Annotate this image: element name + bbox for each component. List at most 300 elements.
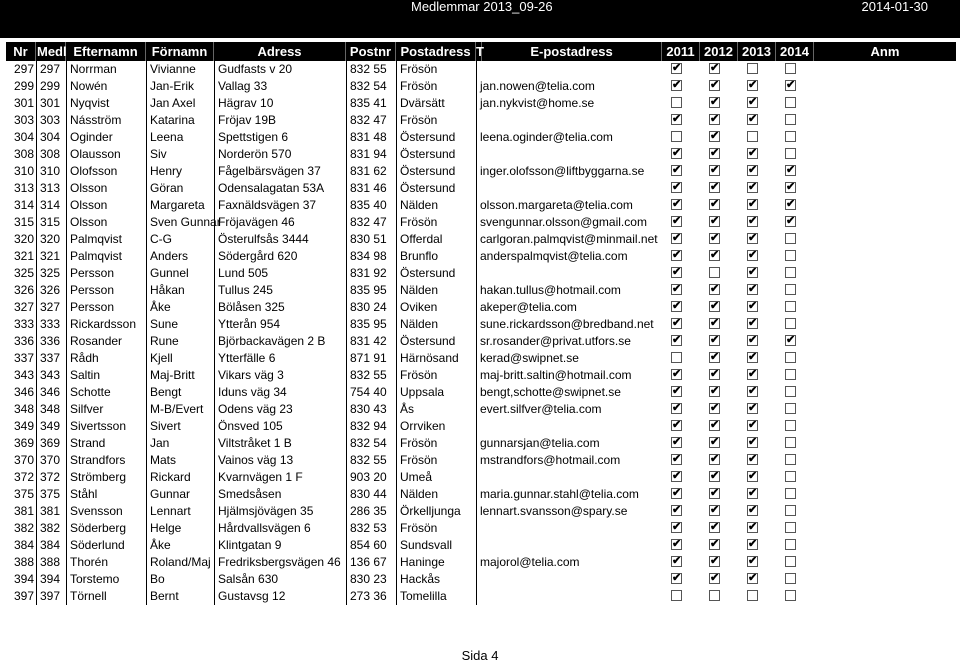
cell-firstname: Göran [146,180,214,197]
checkbox-checked-icon[interactable]: ✔ [672,147,682,159]
cell-medl: 336 [36,333,66,350]
cell-nr: 313 [13,181,34,195]
cell-firstname: Bengt [146,384,214,401]
cell-address: Fredriksbergsvägen 46 [214,554,346,571]
checkbox-checked-icon[interactable]: ✔ [672,283,682,295]
checkbox-empty-icon[interactable] [709,267,720,278]
cell-medl: 343 [36,367,66,384]
checkbox-checked-icon[interactable]: ✔ [748,300,758,312]
checkbox-checked-icon[interactable]: ✔ [748,283,758,295]
cell-postnr: 831 46 [346,180,396,197]
cell-postnr: 834 98 [346,248,396,265]
cell-address: Faxnäldsvägen 37 [214,197,346,214]
cell-nr: 388 [13,555,34,569]
checkbox-checked-icon[interactable]: ✔ [748,249,758,261]
cell-address: Fågelbärsvägen 37 [214,163,346,180]
checkbox-empty-icon[interactable] [785,250,796,261]
checkbox-checked-icon[interactable]: ✔ [710,215,720,227]
cell-postnr: 830 23 [346,571,396,588]
cell-firstname: Katarina [146,112,214,129]
cell-address: Norderön 570 [214,146,346,163]
checkbox-checked-icon[interactable]: ✔ [710,62,720,74]
checkbox-checked-icon[interactable]: ✔ [748,147,758,159]
checkbox-checked-icon[interactable]: ✔ [710,487,720,499]
checkbox-checked-icon[interactable]: ✔ [672,164,682,176]
checkbox-checked-icon[interactable]: ✔ [672,232,682,244]
cell-city: Frösön [396,435,476,452]
cell-address: Gustavsg 12 [214,588,346,605]
cell-medl: 394 [36,571,66,588]
cell-city: Sundsvall [396,537,476,554]
table-row [6,197,956,214]
checkbox-empty-icon[interactable] [671,131,682,142]
checkbox-checked-icon[interactable]: ✔ [748,538,758,550]
checkbox-checked-icon[interactable]: ✔ [672,198,682,210]
checkbox-checked-icon[interactable]: ✔ [710,283,720,295]
cell-nr: 333 [13,317,34,331]
checkbox-checked-icon[interactable]: ✔ [748,504,758,516]
cell-city: Nälden [396,316,476,333]
table-row [6,129,956,146]
cell-medl: 301 [36,95,66,112]
checkbox-checked-icon[interactable]: ✔ [748,181,758,193]
cell-city: Örkelljunga [396,503,476,520]
table-row [6,384,956,401]
table-row [6,418,956,435]
checkbox-checked-icon[interactable]: ✔ [710,79,720,91]
table-row [6,146,956,163]
checkbox-checked-icon[interactable]: ✔ [748,79,758,91]
cell-nr: 303 [13,113,34,127]
checkbox-checked-icon[interactable]: ✔ [672,521,682,533]
cell-nr: 301 [13,96,34,110]
checkbox-checked-icon[interactable]: ✔ [786,215,796,227]
cell-email [476,571,662,588]
table-row [6,401,956,418]
cell-city: Frösön [396,214,476,231]
cell-lastname: Olsson [66,214,146,231]
cell-firstname: Jan [146,435,214,452]
checkbox-checked-icon[interactable]: ✔ [672,368,682,380]
checkbox-checked-icon[interactable]: ✔ [710,419,720,431]
checkbox-checked-icon[interactable]: ✔ [748,113,758,125]
cell-firstname: Åke [146,537,214,554]
checkbox-checked-icon[interactable]: ✔ [748,351,758,363]
checkbox-empty-icon[interactable] [785,573,796,584]
cell-firstname: Rune [146,333,214,350]
checkbox-checked-icon[interactable]: ✔ [672,181,682,193]
checkbox-checked-icon[interactable]: ✔ [710,572,720,584]
cell-postnr: 273 36 [346,588,396,605]
checkbox-checked-icon[interactable]: ✔ [672,113,682,125]
cell-lastname: Svensson [66,503,146,520]
checkbox-checked-icon[interactable]: ✔ [748,164,758,176]
cell-address: Hjälmsjövägen 35 [214,503,346,520]
cell-lastname: Törnell [66,588,146,605]
checkbox-checked-icon[interactable]: ✔ [672,572,682,584]
cell-email [476,61,662,78]
cell-city: Hackås [396,571,476,588]
checkbox-checked-icon[interactable]: ✔ [748,317,758,329]
cell-address: Fröjavägen 46 [214,214,346,231]
col-header-postnr: Postnr [346,42,396,61]
checkbox-checked-icon[interactable]: ✔ [710,368,720,380]
col-header-2011: 2011 [662,42,700,61]
cell-city: Härnösand [396,350,476,367]
cell-nr: 381 [13,504,34,518]
checkbox-checked-icon[interactable]: ✔ [672,300,682,312]
checkbox-empty-icon[interactable] [747,590,758,601]
checkbox-checked-icon[interactable]: ✔ [748,572,758,584]
checkbox-checked-icon[interactable]: ✔ [710,147,720,159]
cell-city: Oviken [396,299,476,316]
cell-city: Östersund [396,146,476,163]
checkbox-checked-icon[interactable]: ✔ [748,198,758,210]
cell-firstname: Maj-Britt [146,367,214,384]
table-row [6,112,956,129]
cell-firstname: Sven Gunnar [146,214,214,231]
checkbox-checked-icon[interactable]: ✔ [748,487,758,499]
checkbox-checked-icon[interactable]: ✔ [672,79,682,91]
table-row [6,537,956,554]
cell-nr: 369 [13,436,34,450]
cell-lastname: Palmqvist [66,231,146,248]
checkbox-checked-icon[interactable]: ✔ [672,402,682,414]
cell-firstname: Anders [146,248,214,265]
checkbox-empty-icon[interactable] [785,386,796,397]
checkbox-checked-icon[interactable]: ✔ [710,453,720,465]
checkbox-checked-icon[interactable]: ✔ [748,470,758,482]
cell-postnr: 754 40 [346,384,396,401]
cell-postnr: 286 35 [346,503,396,520]
cell-postnr: 832 54 [346,78,396,95]
checkbox-empty-icon[interactable] [785,522,796,533]
cell-postnr: 832 55 [346,452,396,469]
cell-city: Dvärsätt [396,95,476,112]
table-row [6,367,956,384]
checkbox-checked-icon[interactable]: ✔ [672,334,682,346]
checkbox-empty-icon[interactable] [785,539,796,550]
table-row [6,333,956,350]
cell-lastname: Olofsson [66,163,146,180]
cell-postnr: 830 24 [346,299,396,316]
checkbox-empty-icon[interactable] [785,301,796,312]
cell-lastname: Olsson [66,180,146,197]
checkbox-checked-icon[interactable]: ✔ [748,215,758,227]
checkbox-empty-icon[interactable] [785,556,796,567]
cell-medl: 321 [36,248,66,265]
cell-email [476,469,662,486]
cell-medl: 372 [36,469,66,486]
checkbox-empty-icon[interactable] [785,63,796,74]
cell-nr: 394 [13,572,34,586]
checkbox-checked-icon[interactable]: ✔ [710,385,720,397]
cell-firstname: Leena [146,129,214,146]
cell-address: Fröjav 19B [214,112,346,129]
checkbox-checked-icon[interactable]: ✔ [672,266,682,278]
checkbox-checked-icon[interactable]: ✔ [710,317,720,329]
col-header-postadress: Postadress [396,42,476,61]
cell-nr: 310 [13,164,34,178]
cell-nr: 315 [13,215,34,229]
cell-nr: 375 [13,487,34,501]
table-row [6,350,956,367]
col-header-t: T [476,44,484,59]
checkbox-checked-icon[interactable]: ✔ [672,487,682,499]
cell-firstname: Henry [146,163,214,180]
checkbox-empty-icon[interactable] [785,318,796,329]
cell-lastname: Söderlund [66,537,146,554]
checkbox-checked-icon[interactable]: ✔ [672,538,682,550]
checkbox-checked-icon[interactable]: ✔ [748,232,758,244]
cell-lastname: Oginder [66,129,146,146]
cell-medl: 346 [36,384,66,401]
checkbox-checked-icon[interactable]: ✔ [748,453,758,465]
cell-address: Odensalagatan 53A [214,180,346,197]
checkbox-checked-icon[interactable]: ✔ [672,419,682,431]
checkbox-checked-icon[interactable]: ✔ [710,334,720,346]
cell-medl: 314 [36,197,66,214]
col-header-2013: 2013 [738,42,776,61]
checkbox-empty-icon[interactable] [785,97,796,108]
checkbox-checked-icon[interactable]: ✔ [672,504,682,516]
table-row [6,299,956,316]
checkbox-checked-icon[interactable]: ✔ [786,181,796,193]
checkbox-empty-icon[interactable] [785,420,796,431]
checkbox-checked-icon[interactable]: ✔ [786,198,796,210]
cell-postnr: 835 41 [346,95,396,112]
checkbox-empty-icon[interactable] [785,114,796,125]
checkbox-checked-icon[interactable]: ✔ [710,300,720,312]
cell-nr: 327 [13,300,34,314]
cell-email [476,520,662,537]
checkbox-empty-icon[interactable] [785,471,796,482]
cell-lastname: Persson [66,282,146,299]
checkbox-checked-icon[interactable]: ✔ [748,368,758,380]
checkbox-checked-icon[interactable]: ✔ [672,317,682,329]
checkbox-checked-icon[interactable]: ✔ [672,62,682,74]
checkbox-checked-icon[interactable]: ✔ [710,538,720,550]
checkbox-checked-icon[interactable]: ✔ [672,555,682,567]
checkbox-checked-icon[interactable]: ✔ [672,436,682,448]
cell-nr: 343 [13,368,34,382]
cell-city: Frösön [396,61,476,78]
checkbox-checked-icon[interactable]: ✔ [672,385,682,397]
checkbox-empty-icon[interactable] [785,352,796,363]
cell-lastname: Persson [66,265,146,282]
cell-address: Bölåsen 325 [214,299,346,316]
checkbox-checked-icon[interactable]: ✔ [672,453,682,465]
cell-city: Haninge [396,554,476,571]
print-date: 2014-01-30 [861,0,928,14]
cell-city: Uppsala [396,384,476,401]
checkbox-empty-icon[interactable] [785,131,796,142]
cell-lastname: Rosander [66,333,146,350]
checkbox-checked-icon[interactable]: ✔ [710,470,720,482]
checkbox-empty-icon[interactable] [785,403,796,414]
cell-address: Salsån 630 [214,571,346,588]
cell-city: Umeå [396,469,476,486]
checkbox-checked-icon[interactable]: ✔ [748,266,758,278]
checkbox-checked-icon[interactable]: ✔ [786,79,796,91]
checkbox-checked-icon[interactable]: ✔ [710,181,720,193]
checkbox-checked-icon[interactable]: ✔ [710,249,720,261]
checkbox-checked-icon[interactable]: ✔ [786,164,796,176]
table-row [6,554,956,571]
cell-firstname: Vivianne [146,61,214,78]
cell-medl: 313 [36,180,66,197]
cell-medl: 303 [36,112,66,129]
checkbox-checked-icon[interactable]: ✔ [748,521,758,533]
cell-city: Östersund [396,163,476,180]
cell-nr: 370 [13,453,34,467]
table-row [6,571,956,588]
checkbox-empty-icon[interactable] [785,488,796,499]
checkbox-checked-icon[interactable]: ✔ [672,249,682,261]
checkbox-empty-icon[interactable] [785,505,796,516]
cell-medl: 304 [36,129,66,146]
cell-address: Österulfsås 3444 [214,231,346,248]
cell-email: akeper@telia.com [476,299,662,316]
cell-email: maj-britt.saltin@hotmail.com [476,367,662,384]
cell-firstname: Lennart [146,503,214,520]
checkbox-checked-icon[interactable]: ✔ [710,130,720,142]
checkbox-checked-icon[interactable]: ✔ [748,334,758,346]
cell-lastname: Persson [66,299,146,316]
cell-nr: 348 [13,402,34,416]
cell-city: Frösön [396,78,476,95]
checkbox-empty-icon[interactable] [785,369,796,380]
cell-city: Nälden [396,282,476,299]
cell-medl: 308 [36,146,66,163]
checkbox-empty-icon[interactable] [785,590,796,601]
cell-email [476,146,662,163]
checkbox-checked-icon[interactable]: ✔ [710,521,720,533]
cell-email: gunnarsjan@telia.com [476,435,662,452]
cell-postnr: 830 44 [346,486,396,503]
checkbox-checked-icon[interactable]: ✔ [672,470,682,482]
cell-address: Kvarnvägen 1 F [214,469,346,486]
checkbox-empty-icon[interactable] [671,97,682,108]
checkbox-checked-icon[interactable]: ✔ [710,113,720,125]
table-row [6,214,956,231]
cell-postnr: 835 95 [346,316,396,333]
cell-nr: 382 [13,521,34,535]
cell-nr: 314 [13,198,34,212]
table-row [6,163,956,180]
checkbox-empty-icon[interactable] [785,454,796,465]
col-header-epostadress: E-postadress [482,42,662,61]
cell-address: Ytterån 954 [214,316,346,333]
cell-address: Lund 505 [214,265,346,282]
cell-lastname: Sivertsson [66,418,146,435]
checkbox-checked-icon[interactable]: ✔ [710,351,720,363]
table-row [6,435,956,452]
cell-postnr: 832 55 [346,367,396,384]
checkbox-checked-icon[interactable]: ✔ [710,436,720,448]
checkbox-empty-icon[interactable] [747,131,758,142]
cell-city: Nälden [396,486,476,503]
cell-lastname: Silfver [66,401,146,418]
checkbox-checked-icon[interactable]: ✔ [748,402,758,414]
table-row [6,231,956,248]
cell-address: Spettstigen 6 [214,129,346,146]
checkbox-empty-icon[interactable] [785,284,796,295]
cell-nr: 308 [13,147,34,161]
checkbox-checked-icon[interactable]: ✔ [710,232,720,244]
checkbox-empty-icon[interactable] [785,267,796,278]
cell-city: Östersund [396,265,476,282]
checkbox-checked-icon[interactable]: ✔ [786,334,796,346]
checkbox-checked-icon[interactable]: ✔ [748,555,758,567]
cell-city: Östersund [396,180,476,197]
cell-firstname: Sune [146,316,214,333]
cell-postnr: 830 43 [346,401,396,418]
checkbox-checked-icon[interactable]: ✔ [748,96,758,108]
page-title: Medlemmar 2013_09-26 [411,0,553,14]
cell-medl: 375 [36,486,66,503]
checkbox-empty-icon[interactable] [671,352,682,363]
checkbox-empty-icon[interactable] [747,63,758,74]
cell-postnr: 831 62 [346,163,396,180]
checkbox-checked-icon[interactable]: ✔ [710,555,720,567]
cell-firstname: Bernt [146,588,214,605]
checkbox-empty-icon[interactable] [785,437,796,448]
table-row [6,520,956,537]
cell-lastname: Torstemo [66,571,146,588]
checkbox-checked-icon[interactable]: ✔ [710,164,720,176]
cell-city: Frösön [396,452,476,469]
column-header-row [6,42,956,61]
col-header-medl: Medl [37,44,67,59]
table-row [6,78,956,95]
checkbox-checked-icon[interactable]: ✔ [748,436,758,448]
cell-firstname: M-B/Evert [146,401,214,418]
cell-postnr: 831 48 [346,129,396,146]
checkbox-empty-icon[interactable] [785,233,796,244]
table-row [6,316,956,333]
checkbox-checked-icon[interactable]: ✔ [672,215,682,227]
cell-email [476,588,662,605]
checkbox-checked-icon[interactable]: ✔ [748,419,758,431]
cell-postnr: 903 20 [346,469,396,486]
checkbox-empty-icon[interactable] [671,590,682,601]
cell-city: Frösön [396,367,476,384]
cell-email: sune.rickardsson@bredband.net [476,316,662,333]
checkbox-checked-icon[interactable]: ✔ [748,385,758,397]
checkbox-checked-icon[interactable]: ✔ [710,402,720,414]
cell-medl: 326 [36,282,66,299]
cell-postnr: 831 92 [346,265,396,282]
checkbox-checked-icon[interactable]: ✔ [710,96,720,108]
checkbox-empty-icon[interactable] [785,148,796,159]
cell-postnr: 854 60 [346,537,396,554]
cell-postnr: 831 42 [346,333,396,350]
cell-city: Brunflo [396,248,476,265]
checkbox-checked-icon[interactable]: ✔ [710,504,720,516]
cell-medl: 299 [36,78,66,95]
cell-email: carlgoran.palmqvist@minmail.net [476,231,662,248]
cell-medl: 382 [36,520,66,537]
cell-email: bengt,schotte@swipnet.se [476,384,662,401]
table-row [6,503,956,520]
checkbox-checked-icon[interactable]: ✔ [710,198,720,210]
cell-nr: 337 [13,351,34,365]
checkbox-empty-icon[interactable] [709,590,720,601]
table-row [6,180,956,197]
cell-email: anderspalmqvist@telia.com [476,248,662,265]
cell-lastname: Ståhl [66,486,146,503]
